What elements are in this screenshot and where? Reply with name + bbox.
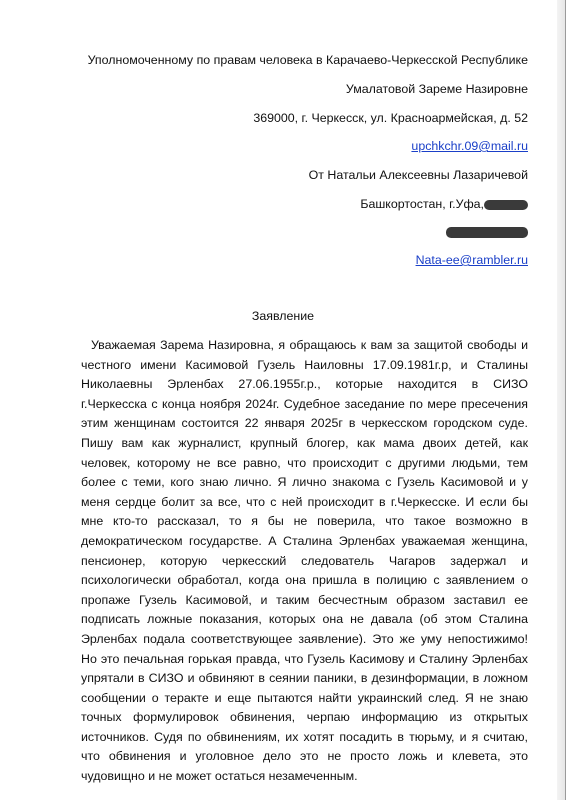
recipient-name: Умалатовой Зареме Назировне (345, 82, 528, 96)
redaction-mark (446, 227, 528, 238)
page-edge (557, 0, 565, 800)
redacted-line (446, 225, 528, 239)
document-body (81, 336, 528, 787)
recipient-title: Уполномоченному по правам человека в Карачаево-Черкесской Республике (87, 53, 528, 67)
sender-address: Башкортостан, г.Уфа, (360, 197, 484, 211)
sender-address-line (360, 197, 528, 211)
sender-email-link[interactable]: Nata-ee@rambler.ru (415, 253, 528, 267)
recipient-email-link[interactable]: upchkchr.09@mail.ru (411, 139, 528, 153)
sender-name: От Натальи Алексеевны Лазаричевой (308, 168, 528, 182)
redaction-mark (484, 200, 528, 210)
recipient-address: 369000, г. Черкесск, ул. Красноармейская, д. 52 (253, 111, 528, 125)
body-paragraph: Уважаемая Зарема Назировна, я обращаюсь к вам за защитой свободы и честного имени Касимовой Гузель Наиловны 17.09.1981г.р, и Сталины Николаевны Эрленбах 27.06.1955г.р., которые находится в СИЗО г.Черкесска с конца ноября 2024г. Судебное заседание по мере пресечения этим женщинам состоится 22 января 2025г в черкесском городском суде. Пишу вам как журналист, крупный блогер, как мама двоих детей, как человек, которому не все равно, что происходит с другими людьми, тем более с теми, кого знаю лично. Я лично знакома с Гузель Касимовой и у меня сердце болит за все, что с ней происходит в г.Черкесске. И если бы мне кто-то рассказал, то я бы не поверила, что такое возможно в демократическом государстве. А Сталина Эрленбах уважаемая женщина, пенсионер, которую черкесский следователь Чагаров задержал и психологически обработал, когда она пришла в полицию с заявлением о пропаже Гузель Касимовой, и таким бесчестным образом заставил ее подписать ложные показания, которых она не давала (об этом Сталина Эрленбах подала соответствующее заявление). Это же уму непостижимо! Но это печальная горькая правда, что Гузель Касимову и Сталину Эрленбах упрятали в СИЗО и обвиняют в сеянии паники, в дезинформации, в ложном сообщении о теракте и еще пытаются найти украинский след. Я не знаю точных формулировок обвинения, черпаю информацию из открытых источников. Судя по обвинениям, их хотят посадить в тюрьму, и я считаю, что обвинения и уголовное дело это не просто ложь и клевета, это чудовищно и не может остаться незамеченным. (81, 338, 528, 784)
document-title: Заявление (251, 309, 315, 323)
